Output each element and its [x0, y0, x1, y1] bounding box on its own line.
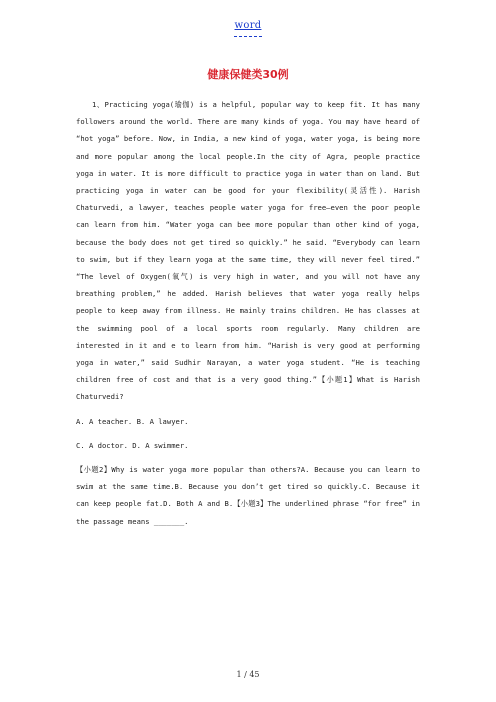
header-dashed-rule: [234, 36, 262, 37]
page-indicator: 1 / 45: [236, 670, 260, 679]
document-title: 健康保健类30例: [207, 68, 289, 81]
question-2-3-paragraph: 【小题2】Why is water yoga more popular than others?A. Because you can learn to swim at the same time.B. Because you don’t get tired so quickly.C. Because it can keep people fat.D. Both A and B.【小题3】The underlined phrase “for free” in the passage means _______.: [76, 465, 420, 526]
document-body: [76, 96, 420, 530]
passage-paragraph: 1、Practicing yoga(瑜伽) is a helpful, popular way to keep fit. It has many followers around the world. There are many kinds of yoga. You may have heard of “hot yoga” before. Now, in India, a new kind of yoga, water yoga, is being more and more popular among the local people.In the city of Agra, people practice yoga in water. It is more difficult to practice yoga in water than on land. But practicing yoga in water can be good for your flexibility(灵活性). Harish Chaturvedi, a lawyer, teaches people water yoga for free—even the poor people can learn from him. “Water yoga can bee more popular than other kind of yoga, because the body does not get tired so quickly.” he said. “Everybody can learn to swim, but if they learn yoga at the same time, they will never feel tired.” “The level of Oxygen(氧气) is very high in water, and you will not have any breathing problem,” he added. Harish believes that water yoga really helps people to keep away from illness. He mainly trains children. He has classes at the swimming pool of a local sports room regularly. Many children are interested in it and e to learn from him. “Harish is very good at performing yoga in water,” said Sudhir Narayan, a water yoga student. “He is teaching children free of cost and that is a very good thing.”【小题1】What is Harish Chaturvedi?: [76, 100, 420, 402]
header-word-link[interactable]: word: [234, 20, 262, 31]
question-1-options-cd: C. A doctor. D. A swimmer.: [76, 440, 189, 450]
question-1-options-ab: A. A teacher. B. A lawyer.: [76, 416, 189, 426]
